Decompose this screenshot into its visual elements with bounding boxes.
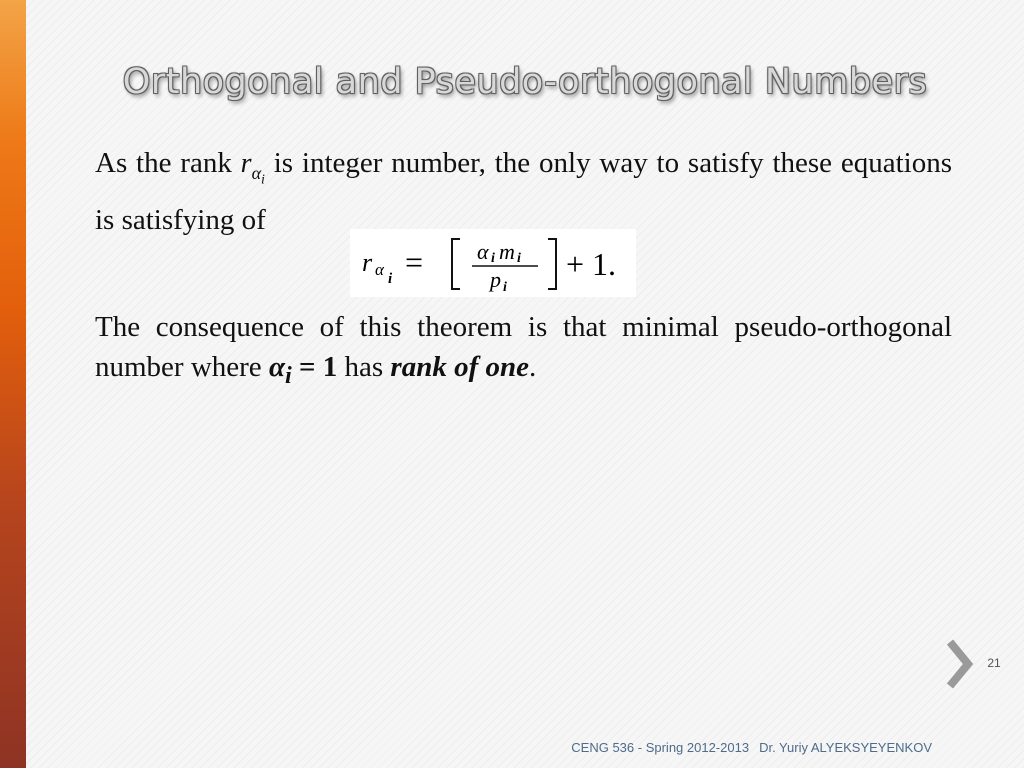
- paragraph-rank-condition: [95, 143, 952, 240]
- formula-lhs-subsub: i: [388, 271, 393, 287]
- rank-of-one-emphasis: rank of one: [390, 351, 529, 383]
- formula-num-alpha: α: [477, 239, 489, 264]
- slide-footer: [571, 740, 932, 755]
- footer-course: CENG 536 - Spring 2012-2013: [571, 740, 750, 755]
- rank-formula: [350, 229, 636, 297]
- paragraph-consequence: [95, 307, 952, 396]
- alpha-sub: i: [284, 361, 292, 389]
- formula-plus-one: + 1.: [566, 246, 617, 282]
- alpha-symbol: α: [268, 351, 285, 383]
- formula-den-p: p: [490, 267, 501, 292]
- para2-text1: The consequence of this theorem is that minimal pseudo-orthogonal number where: [95, 311, 952, 383]
- para2-text3: .: [528, 351, 537, 383]
- rank-formula-svg: [350, 229, 636, 297]
- left-bracket: [452, 239, 460, 289]
- slide-title: Orthogonal and Pseudo-orthogonal Numbers: [122, 62, 928, 102]
- formula-lhs-var: r: [362, 248, 373, 277]
- formula-num-m: m: [499, 239, 515, 264]
- formula-lhs-sub: α: [375, 260, 384, 279]
- page-number: 21: [987, 656, 1001, 670]
- formula-equals: =: [405, 244, 424, 280]
- right-bracket: [548, 239, 556, 289]
- alpha-equals-one: = 1: [291, 351, 338, 383]
- rank-symbol-var: r: [240, 148, 252, 179]
- formula-num-i2: i: [517, 251, 521, 266]
- chevron-right-icon-svg: [944, 638, 974, 690]
- formula-num-i: i: [491, 251, 495, 266]
- rank-symbol-sub: α: [251, 162, 262, 183]
- formula-den-i: i: [503, 280, 507, 295]
- accent-side-bar: [0, 0, 26, 768]
- para1-text-after: is integer number, the only way to satisfy these equations is satisfying of: [95, 147, 953, 237]
- para2-text2: has: [337, 351, 391, 383]
- footer-author: Dr. Yuriy ALYEKSYEYENKOV: [759, 740, 932, 755]
- rank-symbol-subsub: i: [261, 172, 265, 188]
- para1-text-before: As the rank: [95, 147, 241, 179]
- rank-symbol: [240, 148, 265, 188]
- chevron-right-icon[interactable]: [944, 638, 974, 695]
